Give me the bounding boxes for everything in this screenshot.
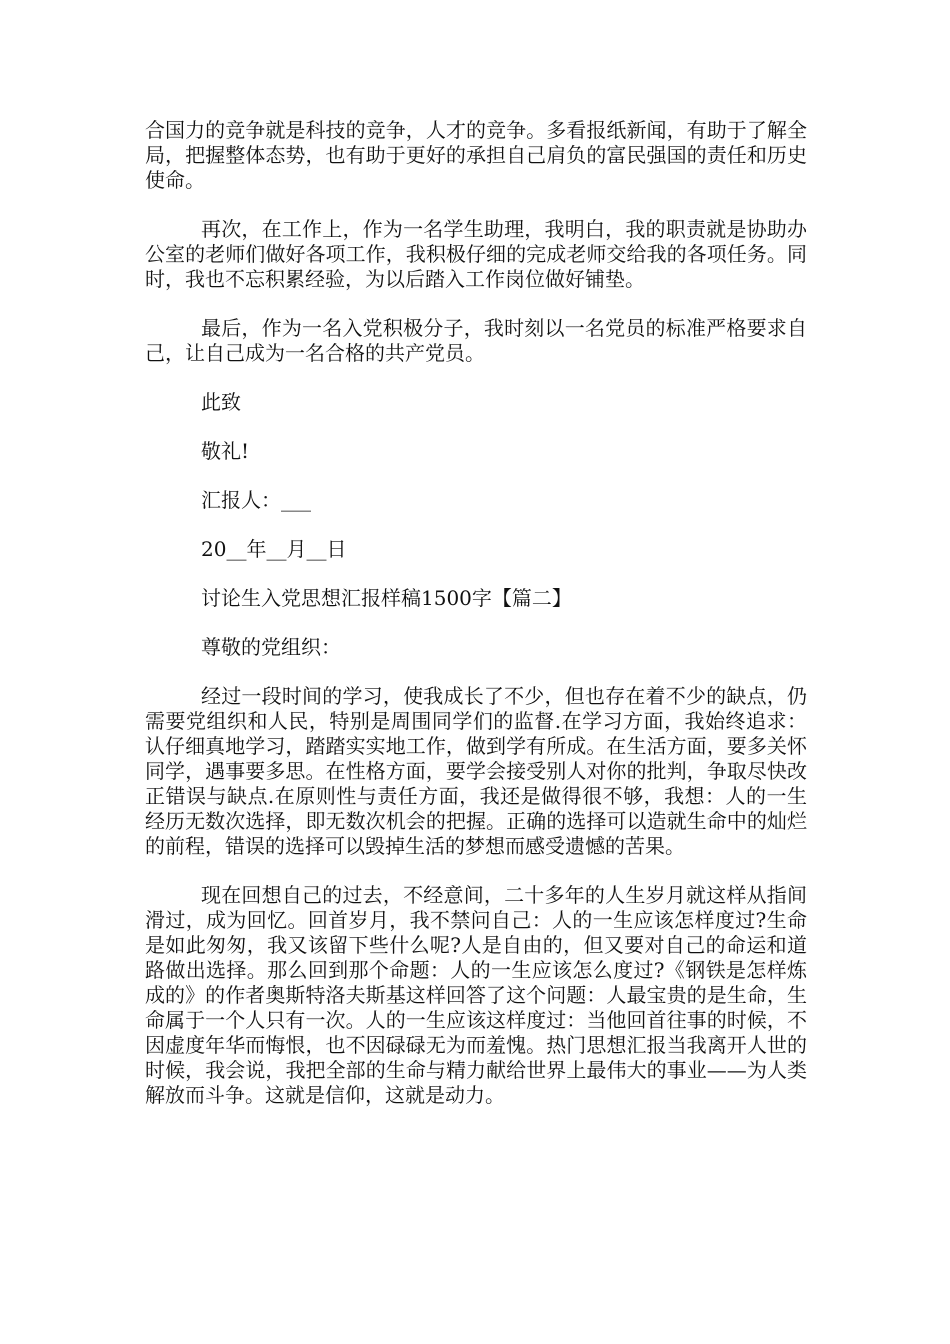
paragraph-continued: 合国力的竞争就是科技的竞争，人才的竞争。多看报纸新闻，有助于了解全局，把握整体态势，也有助于更好的承担自己肩负的富民强国的责任和历史使命。 (145, 118, 807, 192)
section-title: 讨论生入党思想汇报样稿1500字【篇二】 (201, 586, 572, 610)
reporter-line: 汇报人：___ (201, 488, 311, 512)
salute-line: 敬礼! (201, 439, 250, 463)
paragraph-reflection: 现在回想自己的过去，不经意间，二十多年的人生岁月就这样从指间滑过，成为回忆。回首岁月，我不禁问自己：人的一生应该怎样度过?生命是如此匆匆，我又该留下些什么呢?人是自由的，但又要对自己的命运和道路做出选择。那么回到那个命题：人的一生应该怎么度过?《钢铁是怎样炼成的》的作者奥斯特洛夫斯基这样回答了这个问题：人最宝贵的是生命，生命属于一个人只有一次。人的一生应该这样度过：当他回首往事的时候，不因虚度年华而悔恨，也不因碌碌无为而羞愧。热门思想汇报当我离开人世的时候，我会说，我把全部的生命与精力献给世界上最伟大的事业——为人类解放而斗争。这就是信仰，这就是动力。 (145, 883, 807, 1107)
date-line: 20__年__月__日 (201, 537, 347, 561)
document-page (145, 118, 807, 1132)
greeting-line: 尊敬的党组织： (201, 635, 341, 659)
closing-line: 此致 (201, 390, 241, 414)
paragraph-finally: 最后，作为一名入党积极分子，我时刻以一名党员的标准严格要求自己，让自己成为一名合格的共产党员。 (145, 316, 807, 365)
paragraph-study: 经过一段时间的学习，使我成长了不少，但也存在着不少的缺点，仍需要党组织和人民，特别是周围同学们的监督.在学习方面，我始终追求：认仔细真地学习，踏踏实实地工作，做到学有所成。在生活方面，要多关怀同学，遇事要多思。在性格方面，要学会接受别人对你的批判，争取尽快改正错误与缺点.在原则性与责任方面，我还是做得很不够，我想：人的一生经历无数次选择，即无数次机会的把握。正确的选择可以造就生命中的灿烂的前程，错误的选择可以毁掉生活的梦想而感受遗憾的苦果。 (145, 684, 807, 858)
paragraph-work: 再次，在工作上，作为一名学生助理，我明白，我的职责就是协助办公室的老师们做好各项工作，我积极仔细的完成老师交给我的各项任务。同时，我也不忘积累经验，为以后踏入工作岗位做好铺垫。 (145, 217, 807, 291)
